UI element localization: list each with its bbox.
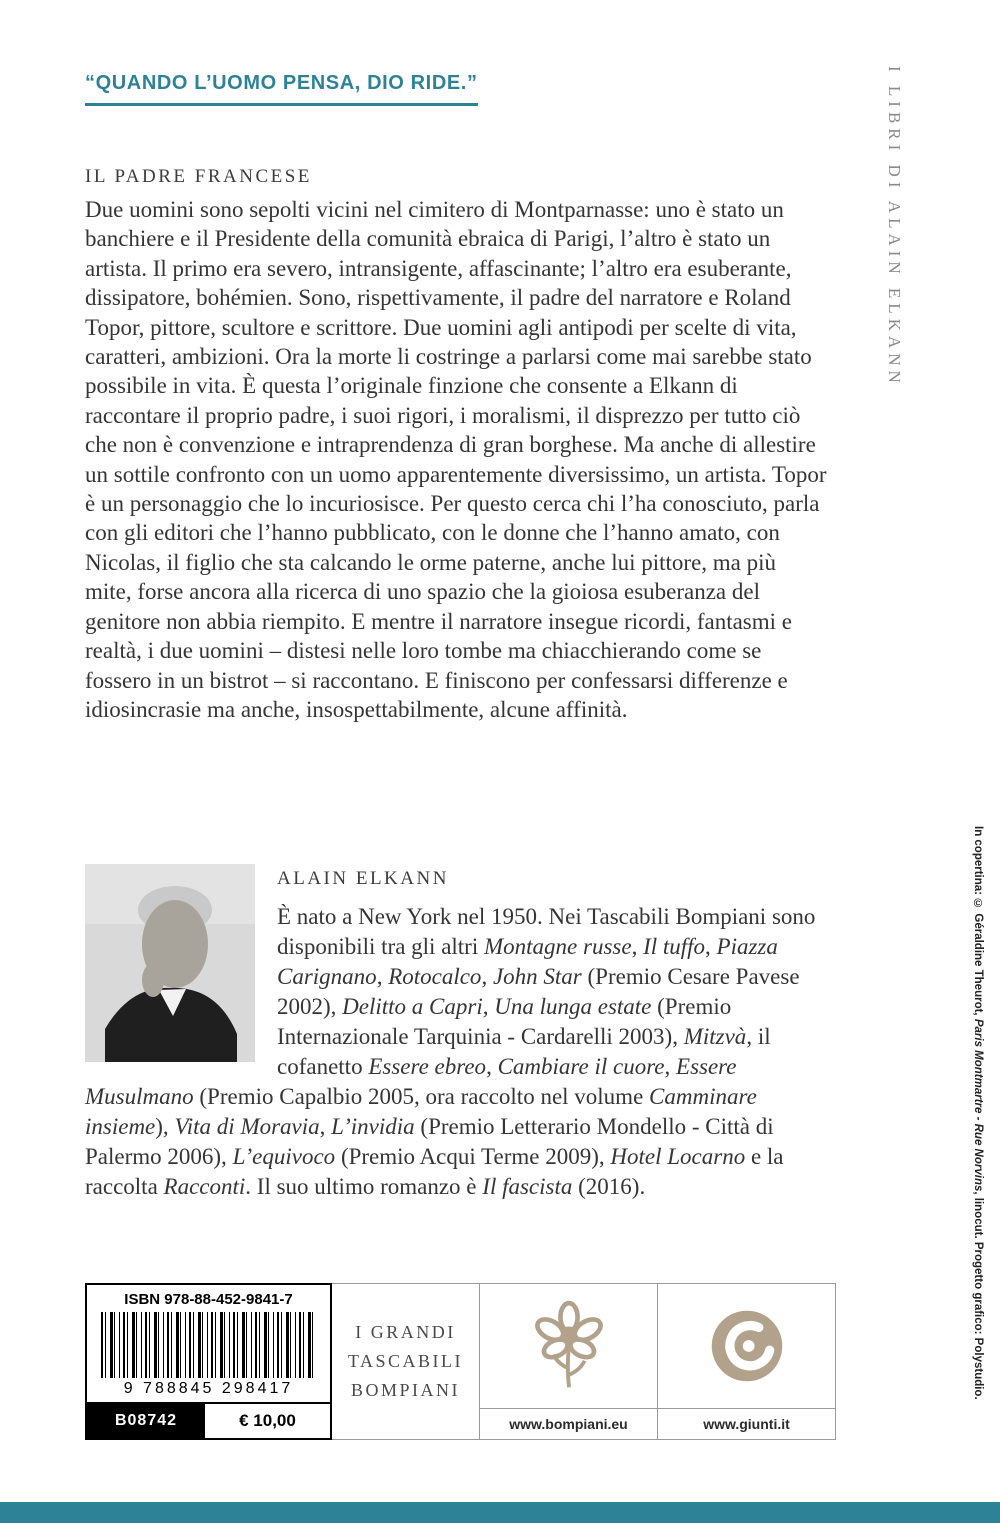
series-line: I GRANDI [355,1322,456,1343]
isbn-label: ISBN 978-88-452-9841-7 [124,1291,293,1308]
bompiani-logo-area [480,1284,657,1408]
series-line: TASCABILI [347,1351,464,1372]
barcode-digits: 9 788845 298417 [123,1380,294,1397]
cover-credit-text: In copertina: © Géraldine Theurot, Paris Montmartre - Rue Norvins, linocut. Progetto grafico: Polystudio. [972,826,984,1400]
author-bio: È nato a New York nel 1950. Nei Tascabili Bompiani sono disponibili tra gli altri Montagne russe, Il tuffo, Piazza Carignano, Rotocalco, John Star (Premio Cesare Pavese 2002), Delitto a Capri, Una lunga estate (Premio Internazionale Tarquinia - Cardarelli 2003), Mitzvà, il cofanetto Essere ebreo, Cambiare il cuore, Essere Musulmano (Premio Capalbio 2005, ora raccolto nel volume Camminare insieme), Vita di Moravia, L’invidia (Premio Letterario Mondello - Città di Palermo 2006), L’equivoco (Premio Acqui Terme 2009), Hotel Locarno e la raccolta Racconti. Il suo ultimo romanzo è Il fascista (2016). [85,904,816,1199]
tagline-quote: “QUANDO L’UOMO PENSA, DIO RIDE.” [85,72,478,106]
series-line: BOMPIANI [350,1379,460,1400]
author-section [85,858,827,1202]
book-title: IL PADRE FRANCESE [85,166,312,187]
bottom-color-band [0,1502,1000,1523]
author-portrait-image [85,864,255,1062]
giunti-url: www.giunti.it [658,1408,835,1439]
footer-boxes [85,1283,836,1440]
series-box [332,1283,480,1440]
barcode [101,1312,316,1378]
bompiani-url: www.bompiani.eu [480,1408,657,1439]
synopsis-text: Due uomini sono sepolti vicini nel cimitero di Montparnasse: uno è stato un banchiere e il Presidente della comunità ebraica di Parigi, l’altro è stato un artista. Il primo era severo, intransigente, affascinante; l’altro era esuberante, dissipatore, bohémien. Sono, rispettivamente, il padre del narratore e Roland Topor, pittore, scultore e scrittore. Due uomini agli antipodi per scelte di vita, caratteri, ambizioni. Ora la morte li costringe a parlarsi come mai sarebbe stato possibile in vita. È questa l’originale finzione che consente a Elkann di raccontare il proprio padre, i suoi rigori, i moralismi, il disprezzo per tutto ciò che non è convenzione e intraprendenza di gran borghese. Ma anche di allestire un sottile confronto con un uomo apparentemente diversissimo, un artista. Topor è un personaggio che lo incuriosisce. Per questo cerca chi l’ha conosciuto, parla con gli editori che l’hanno pubblicato, con le donne che l’hanno amato, con Nicolas, il figlio che sta calcando le orme paterne, anche lui pittore, ma più mite, forse ancora alla ricerca di uno spazio che la gioiosa esuberanza del genitore non abbia riempito. E mentre il narratore insegue ricordi, fantasmi e realtà, i due uomini – distesi nelle loro tombe ma chiacchierando come se fossero in un bistrot – si raccontano. E finiscono per confessarsi differenze e idiosincrasie ma anche, insospettabilmente, alcune affinità. [85,197,827,722]
giunti-box [658,1283,836,1440]
bompiani-flower-icon [530,1300,608,1392]
author-photo [85,864,255,1062]
synopsis-section [85,166,827,724]
price-row [87,1402,330,1438]
giunti-logo-icon [705,1304,789,1388]
bompiani-box [480,1283,658,1440]
author-name: ALAIN ELKANN [277,868,449,889]
spine-series-text: I LIBRI DI ALAIN ELKANN [885,66,904,388]
giunti-logo-area [658,1284,835,1408]
book-code: B08742 [87,1404,205,1438]
price-label: € 10,00 [239,1411,296,1430]
barcode-box [85,1283,332,1440]
